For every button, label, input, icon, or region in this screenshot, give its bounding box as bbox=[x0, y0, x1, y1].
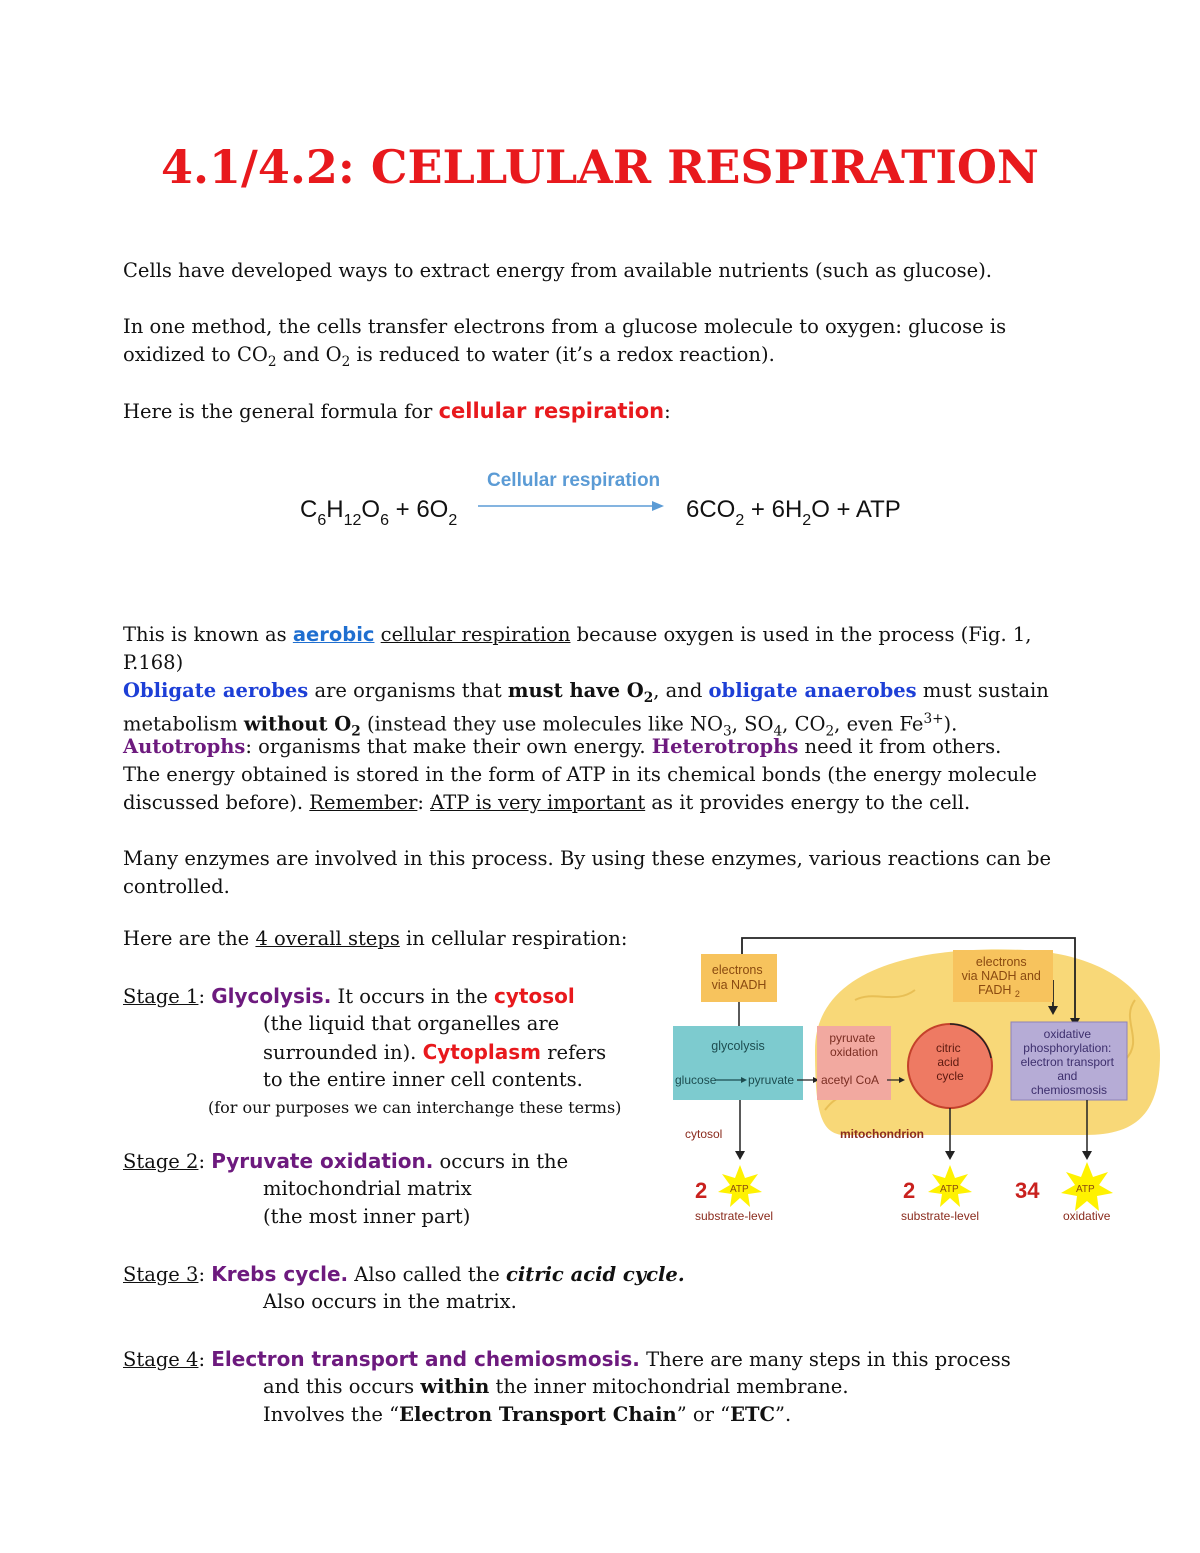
atp-krebs bbox=[901, 1165, 979, 1223]
svg-text:oxidative phosphorylatio: oxidative phosphorylation: electron transport and chemiosmosis bbox=[1020, 1027, 1115, 1097]
svg-text:citric acid cycle: citric acid cycle bbox=[935, 1041, 964, 1083]
equation-reactants bbox=[300, 496, 457, 529]
svg-text:C6H12O6 + 6O2: $C_6H_{12}O_6 + 6O_2$ bbox=[300, 496, 458, 529]
obligate-line1: Obligate aerobes are organisms that must have $O_2$, and obligate anaerobes must sustain bbox=[123, 679, 1049, 706]
method-paragraph-line1: In one method, the cells transfer electrons from a glucose molecule to oxygen: glucose is bbox=[123, 315, 1007, 338]
formula-intro: Here is the general formula for cellular respiration: bbox=[123, 399, 671, 423]
aerobic-line2: P.168) bbox=[123, 651, 184, 674]
svg-text:substrate-level: substrate-level bbox=[901, 1209, 980, 1223]
aerobic-link[interactable]: aerobic bbox=[292, 623, 375, 646]
steps-intro: Here are the 4 overall steps in cellular respiration: bbox=[123, 927, 628, 950]
svg-text:acetyl CoA: acetyl CoA bbox=[821, 1073, 880, 1087]
stage4-line2: and this occurs within the inner mitochondrial membrane. bbox=[263, 1375, 849, 1398]
enzymes-line1: Many enzymes are involved in this process. By using these enzymes, various reactions can be bbox=[123, 847, 1052, 870]
stage1-line3: surrounded in). Cytoplasm refers bbox=[263, 1040, 607, 1064]
stage1-line1: Stage 1: Glycolysis. It occurs in the cytosol bbox=[123, 984, 575, 1008]
svg-text:glycolysis: glycolysis bbox=[711, 1039, 765, 1053]
autotrophs-line: Autotrophs: organisms that make their own energy. Heterotrophs need it from others. bbox=[123, 735, 1002, 758]
svg-text:pyruvate: pyruvate bbox=[748, 1073, 795, 1087]
stage3-line1: Stage 3: Krebs cycle. Also called the citric acid cycle. bbox=[123, 1262, 685, 1286]
respiration-stages-figure bbox=[665, 930, 1165, 1230]
svg-text:pyruvate oxidation: pyruvate oxidation bbox=[829, 1031, 879, 1059]
respiration-equation bbox=[300, 462, 940, 542]
stage4-line1: Stage 4: Electron transport and chemiosmosis. There are many steps in this process bbox=[123, 1347, 1011, 1371]
cytosol-label: cytosol bbox=[685, 1127, 723, 1141]
stage2-line1: Stage 2: Pyruvate oxidation. occurs in the bbox=[123, 1149, 569, 1173]
glycolysis-box bbox=[673, 1026, 803, 1100]
stage1-line2: (the liquid that organelles are bbox=[263, 1012, 560, 1035]
svg-text:2: 2 bbox=[695, 1178, 708, 1203]
svg-text:glucose: glucose bbox=[675, 1073, 717, 1087]
svg-text:electrons via NADH: electrons via NADH bbox=[711, 963, 767, 992]
obligate-line2: metabolism without $O_2$ (instead they use molecules like $NO_3$, $SO_4$, $CO_2$, even $Fe^{3+}$). bbox=[123, 711, 958, 740]
atp-oxidative bbox=[1015, 1162, 1113, 1223]
stage1-line4: to the entire inner cell contents. bbox=[263, 1068, 583, 1091]
page-title: 4.1/4.2: CELLULAR RESPIRATION bbox=[161, 140, 1039, 194]
svg-text:34: 34 bbox=[1015, 1178, 1040, 1203]
equation-products bbox=[686, 496, 901, 529]
equation-arrow-label: Cellular respiration bbox=[487, 470, 661, 491]
svg-text:ATP: ATP bbox=[1076, 1184, 1095, 1195]
stage3-line2: Also occurs in the matrix. bbox=[263, 1290, 517, 1313]
mitochondrion-label: mitochondrion bbox=[840, 1127, 924, 1141]
enzymes-line2: controlled. bbox=[123, 875, 230, 898]
equation-arrow-head bbox=[652, 501, 664, 511]
energy-line2: discussed before). Remember: ATP is very important as it provides energy to the cell. bbox=[123, 791, 971, 814]
stage1-note: (for our purposes we can interchange these terms) bbox=[208, 1098, 622, 1117]
svg-text:6CO2 + 6H2O + ATP: $6CO_2 + 6H_2O$ + ATP bbox=[686, 496, 901, 529]
stage4-line3: Involves the “Electron Transport Chain” or “ETC”. bbox=[263, 1403, 792, 1426]
svg-text:substrate-level: substrate-level bbox=[695, 1209, 774, 1223]
svg-text:ATP: ATP bbox=[730, 1184, 749, 1195]
energy-line1: The energy obtained is stored in the form of ATP in its chemical bonds (the energy molecule bbox=[123, 763, 1037, 786]
svg-text:2: 2 bbox=[903, 1178, 916, 1203]
method-paragraph-line2: oxidized to $CO_2$ and $O_2$ is reduced to water (it’s a redox reaction). bbox=[123, 343, 775, 370]
intro-paragraph: Cells have developed ways to extract energy from available nutrients (such as glucose). bbox=[123, 259, 993, 282]
aerobic-line1: This is known as aerobic cellular respiration because oxygen is used in the process (Fig. 1, bbox=[123, 623, 1032, 646]
svg-text:oxidative: oxidative bbox=[1063, 1209, 1111, 1223]
stage2-line2: mitochondrial matrix bbox=[263, 1177, 472, 1200]
stage2-line3: (the most inner part) bbox=[263, 1205, 471, 1228]
svg-text:electrons via NADH and: electrons via NADH and FADH $_2$ bbox=[961, 955, 1041, 999]
svg-text:ATP: ATP bbox=[940, 1184, 959, 1195]
atp-glycolysis bbox=[695, 1165, 773, 1223]
